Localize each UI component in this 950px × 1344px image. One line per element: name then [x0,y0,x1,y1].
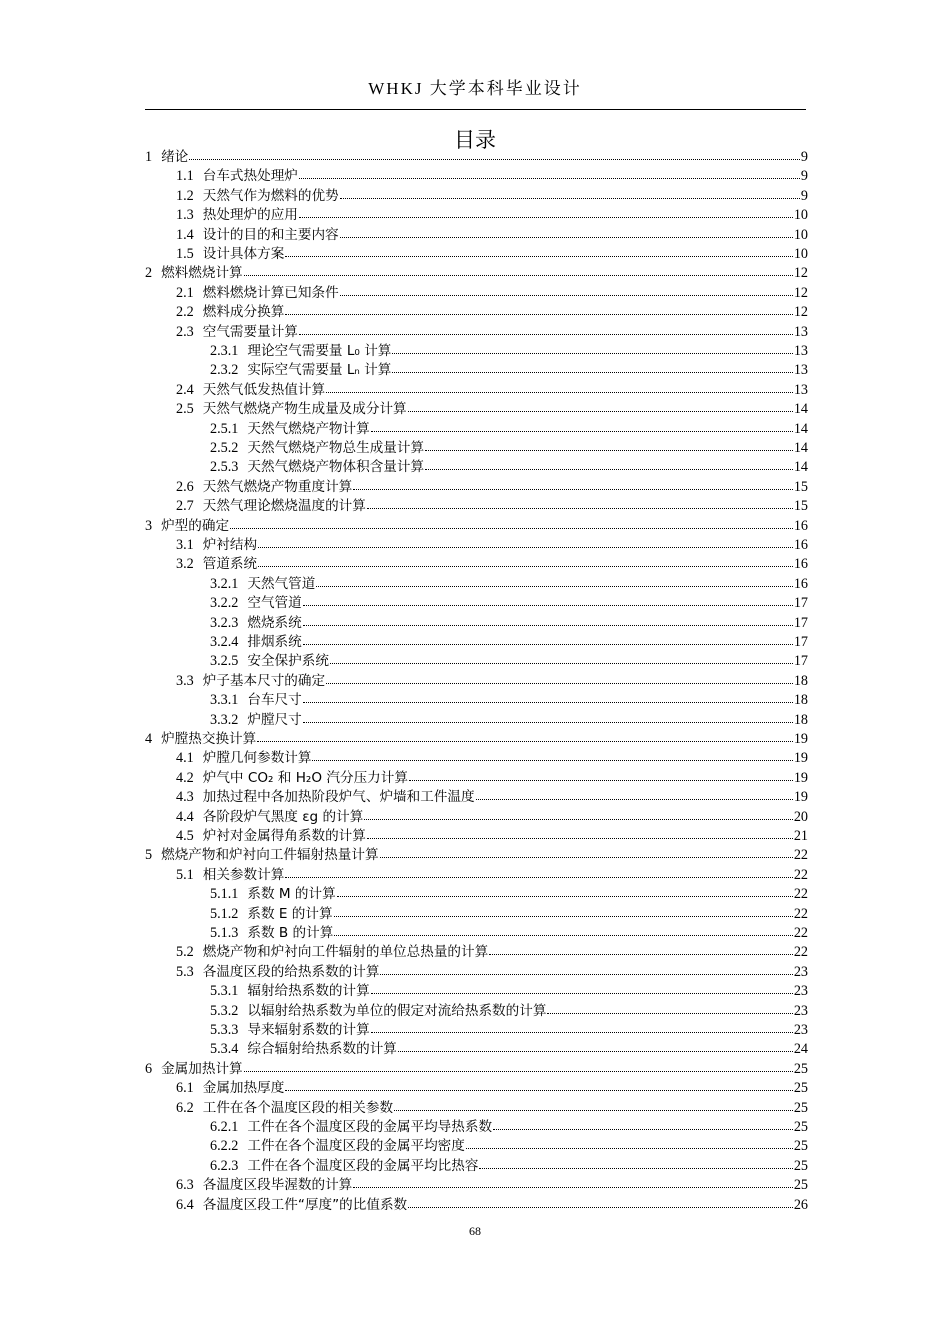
toc-entry-page: 15 [793,498,808,514]
toc-entry-label: 炉膛几何参数计算 [202,750,312,766]
toc-entry[interactable] [210,982,808,1001]
toc-entry-number: 1.1 [176,168,194,184]
toc-entry-label: 各温度区段毕渥数的计算 [202,1177,353,1193]
toc-entry[interactable] [210,905,808,924]
toc-entry-page: 14 [793,440,808,456]
toc-entry-label: 辐射给热系数的计算 [247,983,370,999]
toc-entry-number: 6.2.1 [210,1119,239,1135]
toc-entry[interactable] [176,1099,808,1118]
toc-entry-number: 3.3.1 [210,692,239,708]
toc-entry-label: 工件在各个温度区段的金属平均导热系数 [247,1119,493,1135]
toc-entry-label: 系数 E 的计算 [247,906,333,922]
toc-entry-number: 1.5 [176,246,194,262]
toc-entry[interactable] [176,536,808,555]
dot-leader [364,818,793,820]
toc-entry-number: 2.1 [176,285,194,301]
toc-entry-page: 15 [793,479,808,495]
toc-entry-label: 排烟系统 [247,634,302,650]
toc-entry-label: 燃料成分换算 [202,304,285,320]
toc-entry-number: 3 [145,518,153,534]
toc-entry-page: 25 [793,1061,808,1077]
toc-entry[interactable] [176,1176,808,1195]
toc-entry-label: 综合辐射给热系数的计算 [247,1041,397,1057]
toc-entry-label: 工件在各个温度区段的金属平均比热容 [247,1158,479,1174]
toc-entry[interactable] [145,264,808,283]
toc-entry[interactable] [176,226,808,245]
toc-entry-number: 4.4 [176,809,194,825]
toc-entry-label: 加热过程中各加热阶段炉气、炉墙和工件温度 [202,789,475,805]
dot-leader [285,876,793,878]
toc-entry-page: 9 [800,149,808,165]
dot-leader [230,527,793,529]
toc-entry-page: 10 [793,246,808,262]
dot-leader [425,449,793,451]
toc-entry-page: 10 [793,227,808,243]
toc-entry[interactable] [176,303,808,322]
toc-entry-label: 系数 M 的计算 [247,886,336,902]
toc-entry-page: 9 [800,188,808,204]
toc-entry-label: 天然气燃烧产物总生成量计算 [247,440,425,456]
toc-entry-page: 12 [793,265,808,281]
toc-entry[interactable] [145,730,808,749]
toc-entry-label: 各阶段炉气黑度 εg 的计算 [202,809,364,825]
toc-entry-page: 22 [793,886,808,902]
toc-entry-label: 燃料燃烧计算 [161,265,243,281]
toc-entry-number: 6.1 [176,1080,194,1096]
toc-entry-number: 4.2 [176,770,194,786]
toc-entry-page: 22 [793,906,808,922]
toc-entry-page: 16 [793,518,808,534]
toc-entry-page: 17 [793,595,808,611]
toc-entry-label: 绪论 [161,149,189,165]
toc-entry[interactable] [176,381,808,400]
toc-entry-page: 26 [793,1197,808,1213]
toc-entry-label: 天然气作为燃料的优势 [202,188,339,204]
toc-entry-label: 金属加热计算 [161,1061,243,1077]
dot-leader [189,158,800,160]
dot-leader [326,682,793,684]
dot-leader [489,953,793,955]
toc-entry[interactable] [176,827,808,846]
toc-entry-number: 2.2 [176,304,194,320]
toc-entry-label: 燃烧产物和炉衬向工件辐射热量计算 [161,847,379,863]
toc-entry-number: 1.2 [176,188,194,204]
toc-entry[interactable] [176,749,808,768]
toc-entry-page: 19 [793,770,808,786]
dot-leader [371,430,793,432]
dot-leader [392,352,792,354]
toc-entry-number: 2.5.1 [210,421,239,437]
toc-entry-page: 13 [793,343,808,359]
document-header-title: WHKJ 大学本科毕业设计 [368,79,582,98]
toc-entry-number: 4.5 [176,828,194,844]
toc-entry-label: 管道系统 [202,556,258,572]
dot-leader [425,468,793,470]
toc-entry-page: 12 [793,285,808,301]
toc-entry[interactable] [210,1040,808,1059]
toc-entry-number: 2.6 [176,479,194,495]
toc-entry-number: 5.1.3 [210,925,239,941]
toc-entry-label: 系数 B 的计算 [247,925,334,941]
toc-entry-label: 相关参数计算 [202,867,285,883]
toc-entry-page: 25 [793,1100,808,1116]
toc-entry-page: 19 [793,789,808,805]
toc-entry-page: 16 [793,537,808,553]
toc-entry[interactable] [176,555,808,574]
toc-entry[interactable] [210,342,808,361]
toc-entry[interactable] [210,614,808,633]
toc-entry-number: 2.3.1 [210,343,239,359]
toc-entry[interactable] [210,924,808,943]
toc-entry[interactable] [176,808,808,827]
toc-entry-number: 5.3.3 [210,1022,239,1038]
toc-entry[interactable] [210,885,808,904]
toc-entry-label: 台车尺寸 [247,692,302,708]
toc-entry-label: 导来辐射系数的计算 [247,1022,370,1038]
toc-entry-label: 工件在各个温度区段的金属平均密度 [247,1138,465,1154]
toc-entry[interactable] [210,691,808,710]
toc-entry[interactable] [210,1118,808,1137]
toc-entry[interactable] [210,633,808,652]
dot-leader [398,1050,793,1052]
toc-entry[interactable] [210,458,808,477]
dot-leader [303,643,793,645]
toc-entry-page: 25 [793,1138,808,1154]
toc-entry-label: 天然气管道 [247,576,316,592]
dot-leader [312,759,792,761]
toc-entry[interactable] [145,846,808,865]
toc-entry-number: 3.2.2 [210,595,239,611]
toc-entry[interactable] [176,943,808,962]
toc-entry-number: 3.2 [176,556,194,572]
toc-entry[interactable] [210,1157,808,1176]
toc-entry[interactable] [210,1021,808,1040]
toc-entry-page: 18 [793,692,808,708]
toc-entry-label: 炉膛尺寸 [247,712,302,728]
toc-entry-number: 3.1 [176,537,194,553]
toc-entry-number: 1 [145,149,153,165]
dot-leader [258,565,793,567]
toc-entry-number: 2.3 [176,324,194,340]
toc-entry-page: 14 [793,421,808,437]
toc-entry-label: 燃烧产物和炉衬向工件辐射的单位总热量的计算 [202,944,489,960]
dot-leader [476,798,793,800]
toc-entry-label: 理论空气需要量 L₀ 计算 [247,343,392,359]
toc-entry-page: 19 [793,750,808,766]
toc-entry-number: 6.3 [176,1177,194,1193]
toc-entry-page: 22 [793,944,808,960]
header-divider [145,109,806,110]
toc-entry[interactable] [176,284,808,303]
dot-leader [353,1186,793,1188]
toc-entry-label: 天然气燃烧产物体积含量计算 [247,459,425,475]
toc-entry[interactable] [145,1060,808,1079]
toc-entry[interactable] [176,1079,808,1098]
toc-entry-number: 3.2.3 [210,615,239,631]
toc-entry-page: 25 [793,1177,808,1193]
dot-leader [340,197,800,199]
toc-entry-number: 3.2.4 [210,634,239,650]
toc-entry-page: 24 [793,1041,808,1057]
dot-leader [408,410,793,412]
toc-entry-number: 2.5.3 [210,459,239,475]
toc-entry-number: 3.3 [176,673,194,689]
dot-leader [409,779,793,781]
dot-leader [303,624,793,626]
toc-entry-page: 12 [793,304,808,320]
toc-entry[interactable] [176,963,808,982]
toc-entry-label: 燃料燃烧计算已知条件 [202,285,339,301]
toc-entry[interactable] [176,400,808,419]
toc-entry-number: 5 [145,847,153,863]
dot-leader [380,856,793,858]
toc-entry-number: 3.3.2 [210,712,239,728]
toc-entry-number: 2.5 [176,401,194,417]
toc-entry-number: 5.1 [176,867,194,883]
toc-entry-number: 1.3 [176,207,194,223]
toc-entry-label: 炉子基本尺寸的确定 [202,673,326,689]
toc-entry[interactable] [176,206,808,225]
toc-entry-label: 天然气燃烧产物重度计算 [202,479,353,495]
dot-leader [303,721,793,723]
toc-entry[interactable] [210,361,808,380]
dot-leader [337,895,793,897]
toc-entry-label: 天然气燃烧产物生成量及成分计算 [202,401,407,417]
dot-leader [334,915,793,917]
dot-leader [285,255,793,257]
toc-entry-number: 5.1.2 [210,906,239,922]
dot-leader [257,740,793,742]
toc-entry-number: 6.2 [176,1100,194,1116]
toc-entry-number: 6.2.3 [210,1158,239,1174]
toc-entry[interactable] [145,148,808,167]
toc-entry-page: 14 [793,459,808,475]
toc-entry-page: 17 [793,615,808,631]
toc-entry[interactable] [210,711,808,730]
toc-entry-number: 5.3 [176,964,194,980]
toc-entry-page: 18 [793,712,808,728]
toc-entry[interactable] [176,187,808,206]
toc-entry[interactable] [176,866,808,885]
dot-leader [244,274,793,276]
toc-entry-page: 13 [793,382,808,398]
dot-leader [371,1031,793,1033]
toc-entry-label: 空气需要量计算 [202,324,298,340]
toc-entry-number: 2.3.2 [210,362,239,378]
toc-entry-label: 安全保护系统 [247,653,329,669]
toc-entry-page: 25 [793,1080,808,1096]
toc-entry[interactable] [176,245,808,264]
toc-entry[interactable] [210,652,808,671]
toc-entry-label: 炉型的确定 [161,518,230,534]
toc-entry-label: 炉衬对金属得角系数的计算 [202,828,366,844]
toc-entry-label: 炉膛热交换计算 [161,731,257,747]
toc-entry-number: 4.1 [176,750,194,766]
toc-entry-page: 17 [793,653,808,669]
toc-entry-page: 18 [793,673,808,689]
dot-leader [392,371,792,373]
dot-leader [258,546,793,548]
dot-leader [408,1206,793,1208]
toc-entry[interactable] [176,769,808,788]
toc-entry-label: 天然气低发热值计算 [202,382,326,398]
toc-entry[interactable] [176,478,808,497]
toc-entry-number: 2.7 [176,498,194,514]
toc-entry[interactable] [210,594,808,613]
dot-leader [380,973,792,975]
toc-entry-label: 金属加热厚度 [202,1080,285,1096]
toc-entry-label: 各温度区段工件“厚度”的比值系数 [202,1197,408,1213]
dot-leader [367,837,793,839]
toc-entry-number: 5.3.1 [210,983,239,999]
toc-entry-page: 21 [793,828,808,844]
toc-entry[interactable] [176,497,808,516]
toc-title: 目录 [454,128,496,152]
toc-entry-page: 23 [793,1022,808,1038]
dot-leader [371,992,793,994]
toc-entry-page: 23 [793,964,808,980]
toc-entry-number: 6 [145,1061,153,1077]
toc-entry[interactable] [210,1137,808,1156]
toc-entry-page: 22 [793,867,808,883]
toc-entry-label: 设计的目的和主要内容 [202,227,339,243]
toc-entry-label: 天然气理论燃烧温度的计算 [202,498,366,514]
dot-leader [299,177,800,179]
toc-entry-page: 17 [793,634,808,650]
toc-entry-label: 热处理炉的应用 [202,207,298,223]
toc-entry-number: 5.2 [176,944,194,960]
toc-entry-number: 3.2.1 [210,576,239,592]
toc-entry-number: 5.1.1 [210,886,239,902]
dot-leader [334,934,793,936]
toc-entry-number: 1.4 [176,227,194,243]
toc-entry-label: 各温度区段的给热系数的计算 [202,964,380,980]
dot-leader [285,313,793,315]
toc-entry[interactable] [176,672,808,691]
toc-entry-label: 炉衬结构 [202,537,258,553]
toc-entry-label: 台车式热处理炉 [202,168,298,184]
toc-entry-page: 16 [793,576,808,592]
dot-leader [326,391,793,393]
toc-entry-page: 10 [793,207,808,223]
toc-entry-label: 工件在各个温度区段的相关参数 [202,1100,394,1116]
toc-entry-page: 20 [793,809,808,825]
toc-entry-page: 23 [793,983,808,999]
toc-entry-number: 5.3.4 [210,1041,239,1057]
dot-leader [340,294,793,296]
dot-leader [367,507,793,509]
dot-leader [466,1147,793,1149]
toc-entry[interactable] [210,575,808,594]
toc-entry-label: 炉气中 CO₂ 和 H₂O 汽分压力计算 [202,770,408,786]
toc-entry-number: 5.3.2 [210,1003,239,1019]
toc-entry-page: 13 [793,362,808,378]
toc-entry[interactable] [176,323,808,342]
toc-entry-label: 实际空气需要量 Lₙ 计算 [247,362,392,378]
toc-entry[interactable] [176,788,808,807]
dot-leader [303,701,793,703]
dot-leader [394,1109,793,1111]
toc-entry[interactable] [176,1196,808,1215]
toc-entry-page: 19 [793,731,808,747]
dot-leader [303,604,793,606]
toc-entry-label: 设计具体方案 [202,246,285,262]
toc-entry-number: 2.5.2 [210,440,239,456]
toc-entry-number: 4 [145,731,153,747]
dot-leader [285,1089,793,1091]
toc-entry-label: 空气管道 [247,595,302,611]
toc-entry-number: 3.2.5 [210,653,239,669]
toc-entry[interactable] [210,1002,808,1021]
toc-entry[interactable] [176,167,808,186]
toc-entry[interactable] [210,420,808,439]
dot-leader [479,1167,792,1169]
toc-entry-page: 22 [793,847,808,863]
toc-entry-page: 16 [793,556,808,572]
toc-entry-label: 天然气燃烧产物计算 [247,421,370,437]
toc-entry[interactable] [210,439,808,458]
toc-entry-page: 9 [800,168,808,184]
toc-entry-number: 6.4 [176,1197,194,1213]
page-number: 68 [469,1224,481,1238]
dot-leader [299,333,793,335]
toc-entry-number: 6.2.2 [210,1138,239,1154]
dot-leader [547,1012,792,1014]
dot-leader [299,216,793,218]
toc-entry-label: 燃烧系统 [247,615,302,631]
dot-leader [493,1128,793,1130]
dot-leader [244,1070,793,1072]
dot-leader [330,662,793,664]
toc-entry-page: 23 [793,1003,808,1019]
dot-leader [340,236,793,238]
dot-leader [316,585,792,587]
toc-entry-page: 14 [793,401,808,417]
toc-entry-page: 13 [793,324,808,340]
toc-entry-page: 25 [793,1158,808,1174]
toc-entry-page: 22 [793,925,808,941]
toc-entry[interactable] [145,517,808,536]
toc-entry-number: 2.4 [176,382,194,398]
toc-entry-page: 25 [793,1119,808,1135]
toc-entry-label: 以辐射给热系数为单位的假定对流给热系数的计算 [247,1003,547,1019]
dot-leader [353,488,793,490]
toc-entry-number: 4.3 [176,789,194,805]
toc-entry-number: 2 [145,265,153,281]
